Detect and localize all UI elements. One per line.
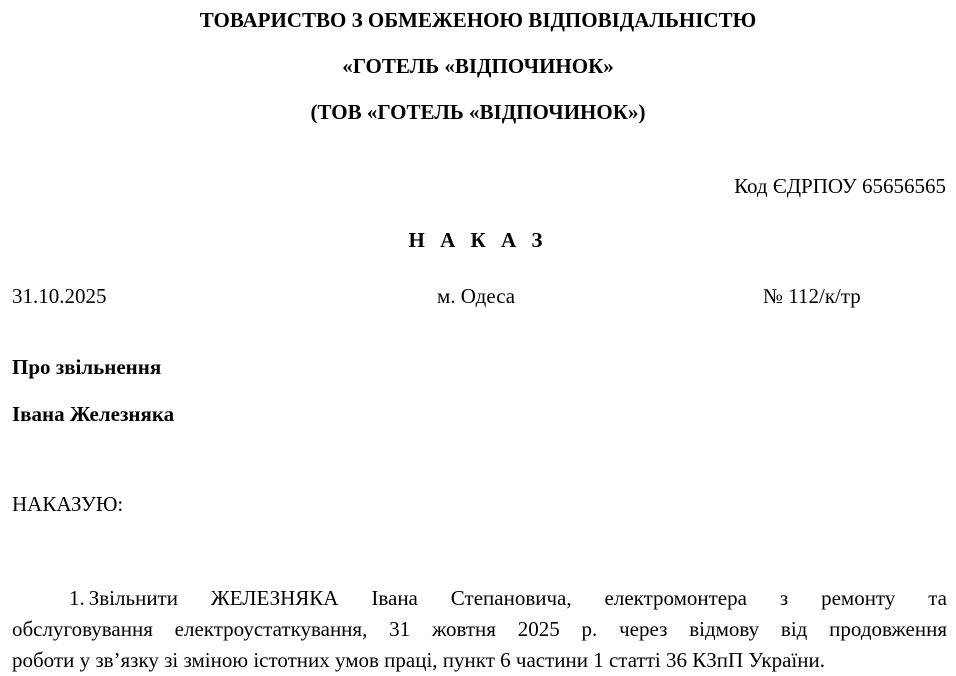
order-item-line: роботи у зв’язку зі зміною істотних умов праці, пункт 6 частини 1 статті 36 КЗпП України. — [12, 648, 825, 672]
order-date: 31.10.2025 — [12, 284, 107, 308]
subject-line-1: Про звільнення — [12, 355, 162, 379]
organization-name: «ГОТЕЛЬ «ВІДПОЧИНОК» — [342, 54, 614, 78]
order-item-line — [12, 583, 947, 614]
organization-short-name: (ТОВ «ГОТЕЛЬ «ВІДПОЧИНОК») — [310, 100, 646, 124]
order-item-line: обслуговування електроустаткування, 31 жовтня 2025 р. через відмову від продовження — [12, 617, 947, 641]
order-item-1 — [12, 583, 947, 676]
order-number: № 112/к/тр — [763, 284, 861, 308]
order-city: м. Одеса — [437, 284, 516, 308]
order-item-text: Звільнити ЖЕЛЕЗНЯКА Івана Степановича, електромонтера з ремонту та — [88, 586, 947, 610]
order-title: Н А К А З — [408, 228, 548, 252]
directive-label: НАКАЗУЮ: — [12, 492, 124, 516]
edrpou-code: Код ЄДРПОУ 65656565 — [734, 174, 946, 198]
organization-full-name: ТОВАРИСТВО З ОБМЕЖЕНОЮ ВІДПОВІДАЛЬНІСТЮ — [199, 8, 757, 32]
order-item-number: 1. — [69, 586, 85, 610]
subject-line-2: Івана Железняка — [12, 402, 175, 426]
